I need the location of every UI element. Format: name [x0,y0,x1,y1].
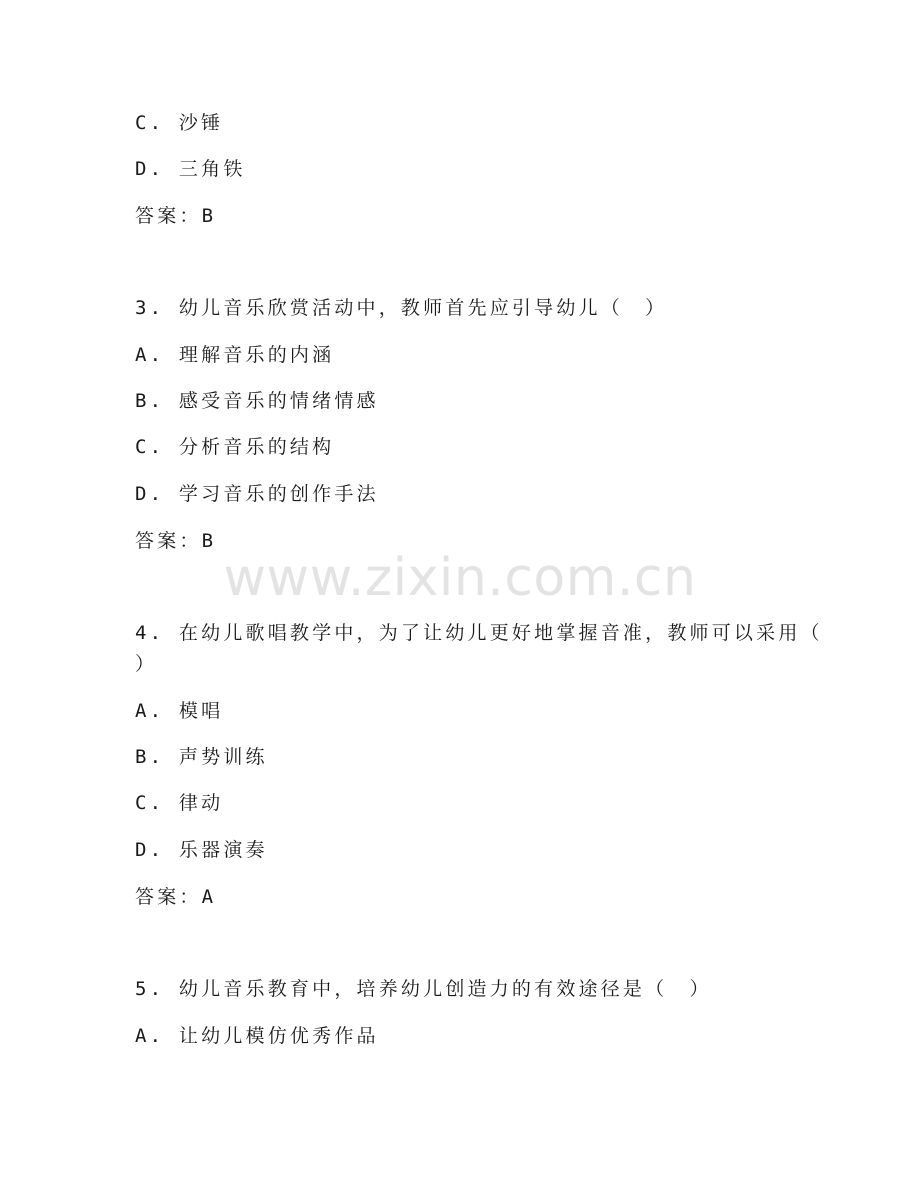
q4-answer: 答案：A [135,886,217,908]
q4-option-a: A. 模唱 [135,700,224,722]
q4-option-c: C. 律动 [135,792,224,814]
q5-option-a: A. 让幼儿模仿优秀作品 [135,1025,379,1047]
q4-option-d: D. 乐器演奏 [135,839,268,861]
q2-option-c: C. 沙锤 [135,112,224,134]
q3-option-c: C. 分析音乐的结构 [135,436,335,458]
watermark: www.zixin.com.cn [223,548,697,608]
q3-stem: 3. 幼儿音乐欣赏活动中，教师首先应引导幼儿（ ） [135,297,668,319]
q3-option-d: D. 学习音乐的创作手法 [135,483,379,505]
q3-option-b: B. 感受音乐的情绪情感 [135,390,379,412]
q4-stem-line1: 4. 在幼儿歌唱教学中，为了让幼儿更好地掌握音准，教师可以采用（ [135,622,823,644]
q2-answer: 答案：B [135,205,217,227]
q5-stem: 5. 幼儿音乐教育中，培养幼儿创造力的有效途径是（ ） [135,978,712,1000]
q2-option-d: D. 三角铁 [135,158,246,180]
q4-option-b: B. 声势训练 [135,746,268,768]
q3-answer: 答案：B [135,530,217,552]
q3-option-a: A. 理解音乐的内涵 [135,344,335,366]
q4-stem-line2: ） [135,653,158,675]
